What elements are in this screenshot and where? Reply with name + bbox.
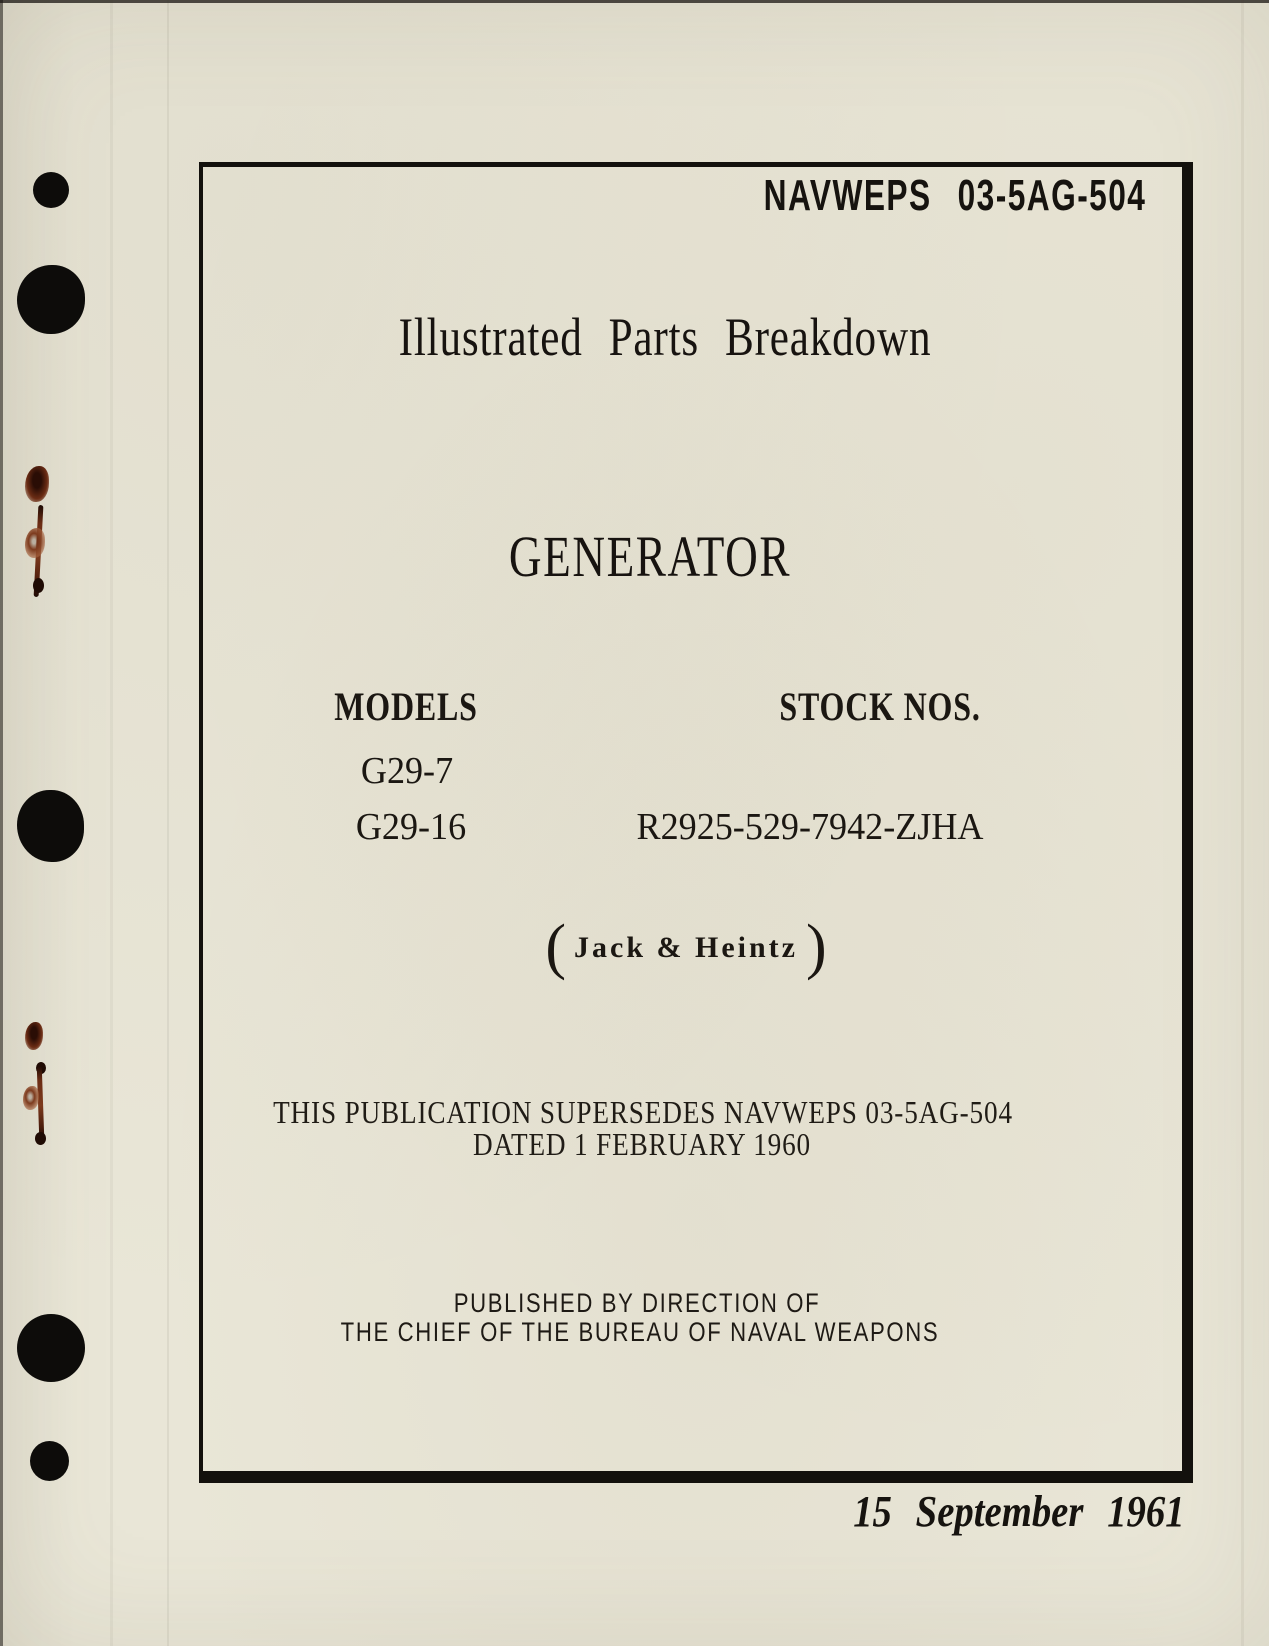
punch-hole-3 bbox=[17, 790, 84, 862]
published-by-line2: THE CHIEF OF THE BUREAU OF NAVAL WEAPONS bbox=[340, 1317, 940, 1347]
stain-dot bbox=[35, 1132, 46, 1145]
scan-edge-top bbox=[0, 0, 1269, 3]
doc-number: NAVWEPS 03-5AG-504 bbox=[763, 171, 1147, 220]
supersedes-note-line1: THIS PUBLICATION SUPERSEDES NAVWEPS 03-5AG-504 bbox=[273, 1094, 1013, 1130]
paper-crease bbox=[1241, 0, 1244, 1646]
punch-hole-5 bbox=[30, 1441, 69, 1481]
published-by-line1: PUBLISHED BY DIRECTION OF bbox=[453, 1288, 821, 1318]
models-heading: MODELS bbox=[334, 684, 478, 729]
punch-hole-4 bbox=[17, 1314, 85, 1382]
stock-number: R2925-529-7942-ZJHA bbox=[636, 806, 984, 848]
stain-dot bbox=[33, 578, 44, 593]
close-paren: ) bbox=[805, 913, 827, 981]
doc-title: Illustrated Parts Breakdown bbox=[398, 307, 932, 367]
manufacturer bbox=[545, 913, 827, 981]
stain-blob bbox=[25, 1022, 43, 1050]
model-item-2: G29-16 bbox=[355, 806, 467, 848]
open-paren: ( bbox=[545, 913, 567, 981]
punch-hole-1 bbox=[33, 172, 69, 208]
publication-date: 15 September 1961 bbox=[853, 1487, 1185, 1536]
stain-blob bbox=[23, 1086, 39, 1110]
doc-subject: GENERATOR bbox=[508, 524, 792, 589]
manufacturer-name: Jack & Heintz bbox=[574, 930, 798, 964]
paper-crease bbox=[167, 0, 169, 1646]
supersedes-note-line2: DATED 1 FEBRUARY 1960 bbox=[473, 1126, 811, 1162]
stain-blob bbox=[25, 528, 45, 558]
stain-blob bbox=[25, 466, 49, 502]
scan-edge-left bbox=[0, 0, 3, 1646]
stock-heading: STOCK NOS. bbox=[779, 684, 981, 729]
model-item-1: G29-7 bbox=[360, 750, 454, 792]
punch-hole-2 bbox=[17, 265, 85, 334]
paper-crease bbox=[110, 0, 113, 1646]
